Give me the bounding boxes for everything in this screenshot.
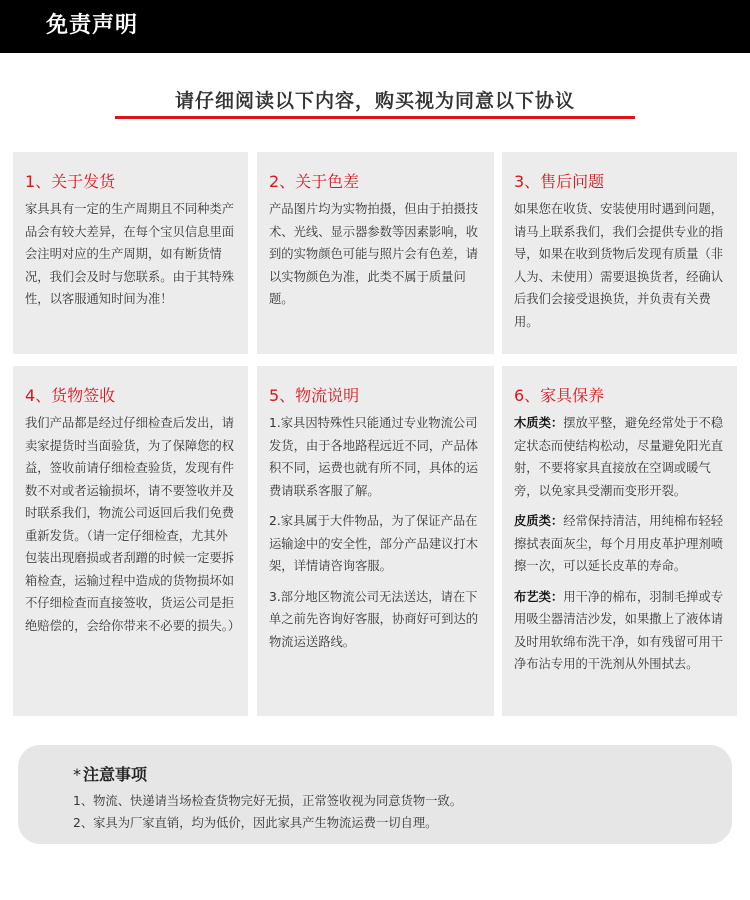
card-paragraph: 1.家具因特殊性只能通过专业物流公司发货，由于各地路程远近不同，产品体积不同，运费也就有所不同，具体的运费请联系客服了解。 [269,416,479,498]
notice-line: 1、物流、快递请当场检查货物完好无损，正常签收视为同意货物一致。 [73,794,463,808]
care-item-leather [514,510,725,578]
card-title: 2、关于色差 [269,172,360,191]
care-label: 皮质类： [514,514,564,528]
notice-box [18,745,732,844]
header-bar [0,0,750,53]
agreement-subtitle: 请仔细阅读以下内容，购买视为同意以下协议 [174,90,575,112]
asterisk-icon: * [73,765,81,784]
card-title: 4、货物签收 [25,386,116,405]
card-paragraph: 我们产品都是经过仔细检查后发出，请卖家提货时当面验货，为了保障您的权益，签收前请仔细检查验货，发现有件数不对或者运输损坏，请不要签收并及时联系我们，物流公司返回后我们免费重新发货。（请一定仔细检查，尤其外包装出现磨损或者刮蹭的时候一定要拆箱检查，运输过程中造成的货物损坏如不仔细检查而直接签收，货运公司是拒绝赔偿的，会给你带来不必要的损失。） [25,416,241,633]
card-paragraph: 3.部分地区物流公司无法送达，请在下单之前先咨询好客服，协商好可到达的物流运送路线。 [269,589,479,649]
card-goods-receipt [13,366,248,716]
subtitle-underline [115,116,635,119]
card-title: 1、关于发货 [25,172,116,191]
card-shipping [13,152,248,354]
notice-title: 注意事项 [83,765,148,784]
care-label: 布艺类： [514,589,564,604]
notice-heading [73,764,732,786]
care-text: 摆放平整，避免经常处于不稳定状态而使结构松动，尽量避免阳光直射，不要将家具直接放在空调或暖气旁，以免家具受潮而变形开裂。 [514,416,724,498]
page-title: 免责声明 [46,13,139,38]
card-paragraph: 如果您在收货、安装使用时遇到问题，请马上联系我们，我们会提供专业的指导，如果在收到货物后发现有质量（非人为、未使用）需要退换货者，经确认后我们会接受退换货，并负责有关费用。 [514,202,724,329]
card-furniture-care [502,366,737,716]
care-item-wood [514,412,725,502]
card-paragraph: 2.家具属于大件物品，为了保证产品在运输途中的安全性，部分产品建议打木架，详情请咨询客服。 [269,514,479,573]
card-color-difference [257,152,494,354]
card-paragraph: 产品图片均为实物拍摄，但由于拍摄技术、光线、显示器参数等因素影响，收到的实物颜色可能与照片会有色差，请以实物颜色为准，此类不属于质量问题。 [269,202,479,306]
care-text: 用干净的棉布，羽制毛掸或专用吸尘器清洁沙发，如果撒上了液体请及时用软绵布洗干净，如有残留可用干净布沾专用的干洗剂从外围拭去。 [514,589,724,671]
card-title: 3、售后问题 [514,172,605,191]
care-text: 经常保持清洁，用纯棉布轻轻擦拭表面灰尘，每个月用皮革护理剂喷擦一次，可以延长皮革的寿命。 [514,514,724,573]
care-item-fabric [514,586,725,676]
card-paragraph: 家具具有一定的生产周期且不同种类产品会有较大差异，在每个宝贝信息里面会注明对应的生产周期，如有断货情况，我们会及时与您联系。由于其特殊性，以客服通知时间为准！ [25,202,235,306]
notice-line: 2、家具为厂家直销，均为低价，因此家具产生物流运费一切自理。 [73,816,438,830]
card-after-sales [502,152,737,354]
card-title: 5、物流说明 [269,386,360,405]
card-logistics [257,366,494,716]
care-label: 木质类： [514,416,564,430]
card-title: 6、家具保养 [514,386,605,405]
